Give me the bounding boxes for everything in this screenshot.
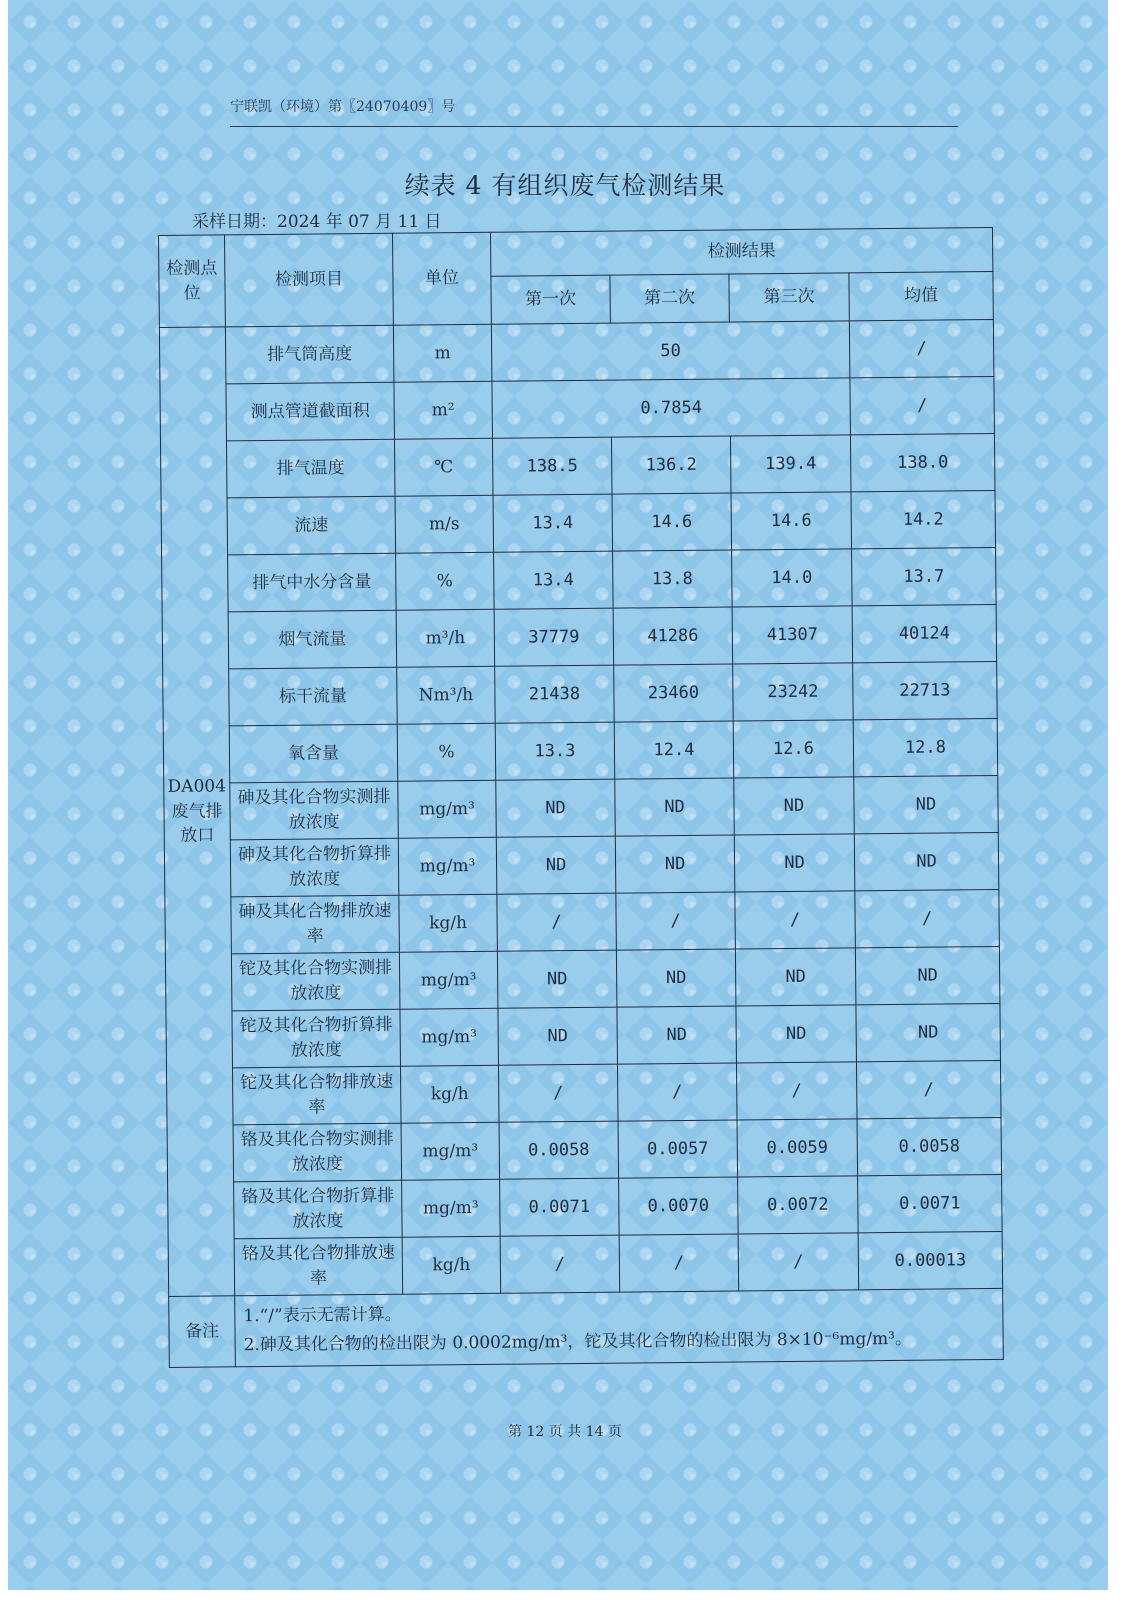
mean-cell: 0.0058 [857, 1117, 1002, 1175]
item-cell: 铊及其化合物折算排放浓度 [232, 1009, 401, 1068]
header-point: 检测点位 [159, 235, 226, 328]
page-number: 第 12 页 共 14 页 [508, 1424, 622, 1440]
result-third-cell: ND [736, 1005, 857, 1063]
table-row [160, 376, 995, 441]
mean-cell: 12.8 [853, 718, 998, 776]
mean-cell: / [855, 889, 1000, 947]
table-row [159, 319, 994, 384]
result-third-cell: 41307 [732, 606, 853, 664]
report-number: 宁联凯（环境）第〖24070409〗号 [230, 99, 456, 115]
unit-cell: kg/h [402, 1236, 501, 1294]
item-cell: 排气温度 [226, 439, 395, 498]
result-third-cell: / [736, 1062, 857, 1120]
table-title: 续表 4 有组织废气检测结果 [404, 171, 726, 200]
result-first-cell: 13.4 [494, 551, 614, 609]
unit-cell: m [393, 324, 492, 382]
item-cell: 铬及其化合物折算排放浓度 [234, 1180, 403, 1239]
result-second-cell: 0.0070 [619, 1177, 739, 1235]
unit-cell: kg/h [400, 1065, 499, 1123]
result-third-cell: 14.0 [732, 549, 853, 607]
header-first: 第一次 [491, 275, 610, 324]
result-second-cell: 136.2 [611, 436, 731, 494]
unit-cell: m/s [395, 495, 494, 553]
item-cell: 排气中水分含量 [228, 553, 397, 612]
result-third-cell: 0.0059 [737, 1119, 858, 1177]
result-first-cell: ND [496, 836, 616, 894]
table-row [162, 604, 997, 669]
table-row [168, 1174, 1003, 1239]
mean-cell: / [856, 1060, 1001, 1118]
result-third-cell: ND [734, 777, 855, 835]
results-table [158, 227, 1004, 1368]
table-row [164, 832, 999, 897]
result-second-cell: 13.8 [613, 550, 733, 608]
result-third-cell: 12.6 [733, 720, 854, 778]
merged-result-cell: 50 [491, 321, 850, 381]
notes-row [169, 1288, 1004, 1367]
unit-cell: mg/m³ [398, 837, 497, 895]
mean-cell: 0.0071 [858, 1174, 1003, 1232]
mean-cell: ND [855, 946, 1000, 1004]
item-cell: 铊及其化合物实测排放浓度 [231, 952, 400, 1011]
header-divider [230, 126, 958, 127]
item-cell: 砷及其化合物排放速率 [231, 895, 400, 954]
sampling-date: 采样日期：2024 年 07 月 11 日 [192, 212, 442, 232]
unit-cell: % [396, 552, 495, 610]
merged-result-cell: 0.7854 [492, 378, 851, 438]
item-cell: 标干流量 [229, 667, 398, 726]
result-first-cell: ND [497, 950, 617, 1008]
unit-cell: mg/m³ [401, 1122, 500, 1180]
mean-cell: 138.0 [850, 433, 995, 491]
mean-cell: 13.7 [852, 547, 997, 605]
result-first-cell: / [498, 1064, 618, 1122]
item-cell: 烟气流量 [228, 610, 397, 669]
mean-cell: 14.2 [851, 490, 996, 548]
result-first-cell: 21438 [495, 665, 615, 723]
table-row [164, 775, 999, 840]
result-second-cell: / [617, 1063, 737, 1121]
item-cell: 氧含量 [229, 724, 398, 783]
table-row [163, 718, 998, 783]
unit-cell: mg/m³ [400, 1008, 499, 1066]
note-line: 2.砷及其化合物的检出限为 0.0002mg/m³，铊及其化合物的检出限为 8×10⁻⁶mg/m³。 [243, 1328, 913, 1356]
header-results: 检测结果 [490, 227, 992, 276]
table-row [162, 547, 997, 612]
mean-cell: ND [854, 775, 999, 833]
result-third-cell: / [735, 891, 856, 949]
unit-cell: mg/m³ [398, 780, 497, 838]
result-third-cell: ND [735, 948, 856, 1006]
unit-cell: % [397, 723, 496, 781]
unit-cell: kg/h [399, 894, 498, 952]
result-third-cell: 0.0072 [738, 1176, 859, 1234]
item-cell: 排气筒高度 [225, 325, 394, 384]
result-second-cell: 14.6 [612, 493, 732, 551]
result-first-cell: 138.5 [492, 437, 612, 495]
notes-body [235, 1288, 1004, 1366]
mean-cell: / [850, 376, 995, 434]
notes-label: 备注 [169, 1296, 236, 1367]
table-row [165, 946, 1000, 1011]
result-first-cell: / [497, 893, 617, 951]
result-second-cell: 41286 [613, 607, 733, 665]
table-row [167, 1117, 1002, 1182]
result-first-cell: 13.4 [493, 494, 613, 552]
header-third: 第三次 [729, 273, 849, 322]
result-first-cell: 37779 [494, 608, 614, 666]
table-row [168, 1231, 1003, 1296]
note-line: 1.“/”表示无需计算。 [243, 1304, 402, 1327]
monitoring-point: DA004废气排放口 [159, 327, 234, 1297]
unit-cell: ℃ [394, 438, 493, 496]
item-cell: 铬及其化合物实测排放浓度 [233, 1123, 402, 1182]
mean-cell: ND [854, 832, 999, 890]
result-second-cell: 23460 [614, 664, 734, 722]
result-first-cell: ND [498, 1007, 618, 1065]
result-second-cell: ND [616, 949, 736, 1007]
table-row [165, 889, 1000, 954]
item-cell: 砷及其化合物实测排放浓度 [230, 781, 399, 840]
result-third-cell: 23242 [733, 663, 854, 721]
item-cell: 砷及其化合物折算排放浓度 [230, 838, 399, 897]
unit-cell: Nm³/h [397, 666, 496, 724]
result-second-cell: / [616, 892, 736, 950]
table-row [160, 433, 995, 498]
mean-cell: 0.00013 [858, 1231, 1003, 1289]
header-second: 第二次 [610, 274, 729, 323]
header-unit: 单位 [392, 232, 491, 325]
result-second-cell: 0.0057 [618, 1120, 738, 1178]
header-item: 检测项目 [225, 233, 394, 327]
unit-cell: m² [394, 381, 493, 439]
result-first-cell: 0.0058 [499, 1121, 619, 1179]
result-third-cell: 14.6 [731, 492, 852, 550]
result-third-cell: / [738, 1233, 859, 1291]
result-second-cell: ND [617, 1006, 737, 1064]
result-second-cell: ND [615, 835, 735, 893]
mean-cell: ND [856, 1003, 1001, 1061]
mean-cell: 40124 [852, 604, 997, 662]
item-cell: 铊及其化合物排放速率 [232, 1066, 401, 1125]
table-row [163, 661, 998, 726]
table-row [167, 1060, 1002, 1125]
mean-cell: 22713 [853, 661, 998, 719]
result-first-cell: 13.3 [495, 722, 615, 780]
result-second-cell: / [619, 1234, 739, 1292]
unit-cell: m³/h [396, 609, 495, 667]
table-row [161, 490, 996, 555]
item-cell: 流速 [227, 496, 396, 555]
mean-cell: / [849, 319, 994, 377]
result-first-cell: / [500, 1235, 620, 1293]
result-third-cell: 139.4 [730, 435, 851, 493]
header-mean: 均值 [849, 271, 993, 320]
result-second-cell: 12.4 [614, 721, 734, 779]
result-second-cell: ND [615, 778, 735, 836]
result-first-cell: 0.0071 [500, 1178, 620, 1236]
table-row [166, 1003, 1001, 1068]
item-cell: 测点管道截面积 [226, 382, 395, 441]
item-cell: 铬及其化合物排放速率 [234, 1237, 403, 1296]
result-first-cell: ND [496, 779, 616, 837]
result-third-cell: ND [734, 834, 855, 892]
unit-cell: mg/m³ [402, 1179, 501, 1237]
unit-cell: mg/m³ [399, 951, 498, 1009]
